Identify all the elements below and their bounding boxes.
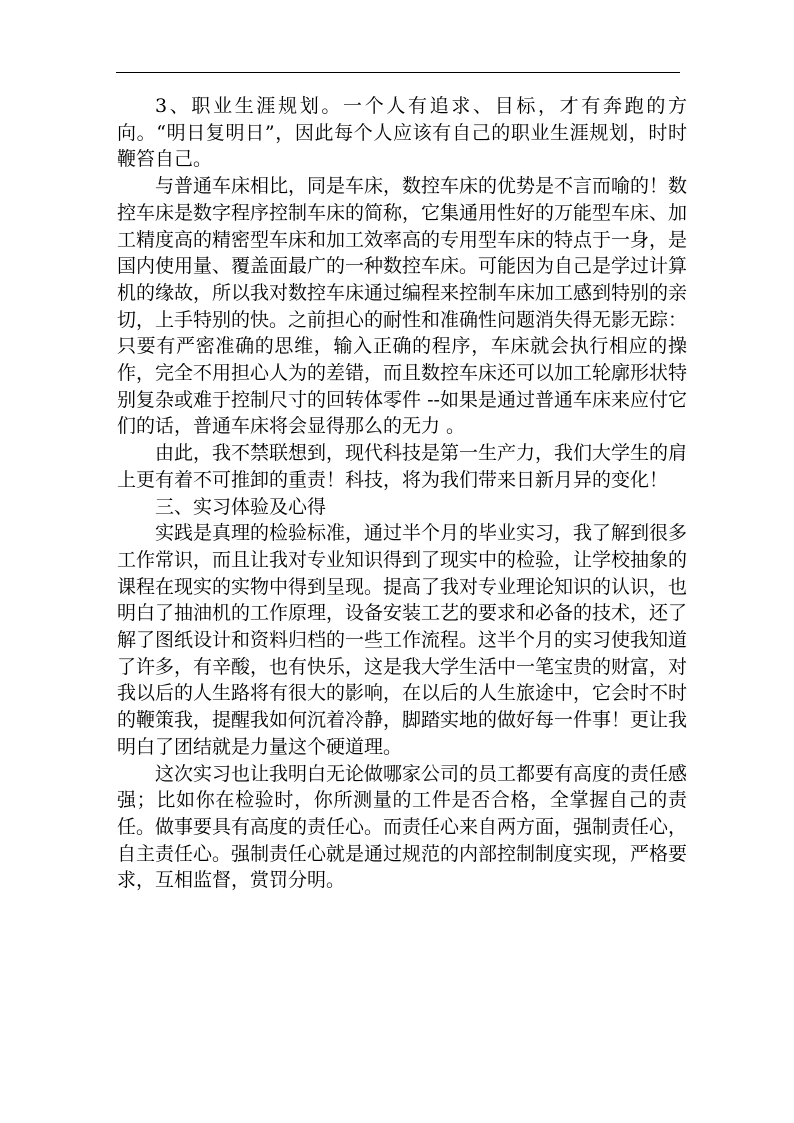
paragraph-practice: 实践是真理的检验标准，通过半个月的毕业实习，我了解到很多工作常识，而且让我对专业知识得到了现实中的检验，让学校抽象的课程在现实的实物中得到呈现。提高了我对专业理论知识的认识，也明白了抽油机的工作原理，设备安装工艺的要求和必备的技术，还了解了图纸设计和资料归档的一些工作流程。这半个月的实习使我知道了许多，有辛酸，也有快乐，这是我大学生活中一笔宝贵的财富，对我以后的人生路将有很大的影响，在以后的人生旅途中，它会时不时的鞭策我，提醒我如何沉着冷静，脚踏实地的做好每一件事！更让我明白了团结就是力量这个硬道理。 [117, 522, 688, 758]
section-heading: 三、实习体验及心得 [155, 495, 327, 518]
header-rule [116, 72, 680, 73]
paragraph-career-planning: 3、职业生涯规划。一个人有追求、目标，才有奔跑的方向。“明日复明日”，因此每个人应该有自己的职业生涯规划，时时鞭笞自己。 [117, 95, 687, 171]
document-body [117, 93, 687, 894]
paragraph-cnc-lathe: 与普通车床相比，同是车床，数控车床的优势是不言而喻的！数控车床是数字程序控制车床的简称，它集通用性好的万能型车床、加工精度高的精密型车床和加工效率高的专用型车床的特点于一身，是国内使用量、覆盖面最广的一种数控车床。可能因为自己是学过计算机的缘故，所以我对数控车床通过编程来控制车床加工感到特别的亲切，上手特别的快。之前担心的耐性和准确性问题消失得无影无踪：只要有严密准确的思维，输入正确的程序，车床就会执行相应的操作，完全不用担心人为的差错，而且数控车床还可以加工轮廓形状特别复杂或难于控制尺寸的回转体零件 --如果是通过普通车床来应付它们的话，普通车床将会显得那么的无力 。 [117, 175, 688, 438]
paragraph-responsibility: 这次实习也让我明白无论做哪家公司的员工都要有高度的责任感强；比如你在检验时，你所测量的工件是否合格，全掌握自己的责任。做事要具有高度的责任心。而责任心来自两方面，强制责任心，自主责任心。强制责任心就是通过规范的内部控制制度实现，严格要求，互相监督，赏罚分明。 [117, 762, 688, 892]
paragraph-technology: 由此，我不禁联想到，现代科技是第一生产力，我们大学生的肩上更有着不可推卸的重责！科技，将为我们带来日新月异的变化！ [117, 442, 688, 491]
